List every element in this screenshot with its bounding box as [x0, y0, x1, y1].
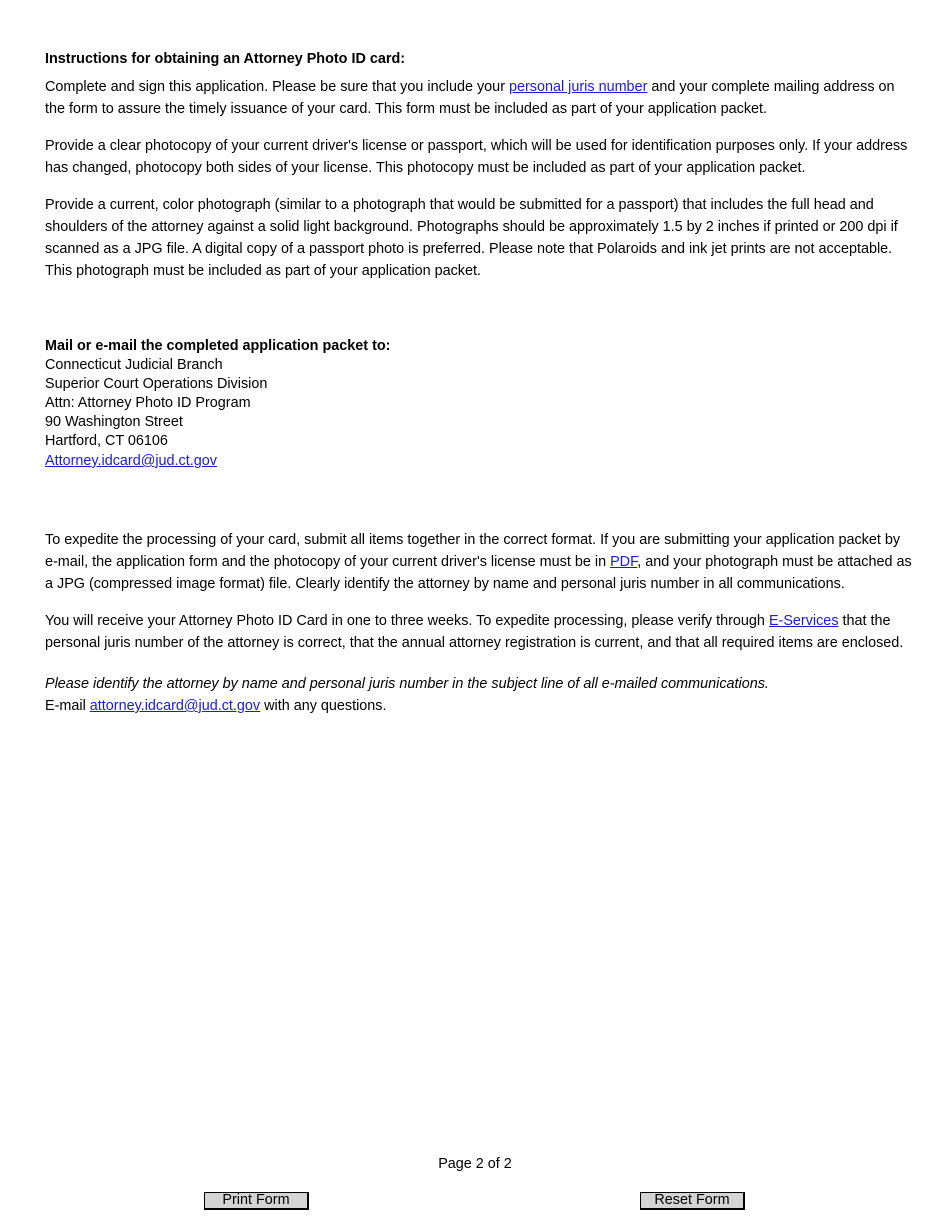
- address-line-4: 90 Washington Street: [45, 414, 183, 430]
- instructions-paragraph-3: Provide a current, color photograph (similar to a photograph that would be submitted for a passport) that includes the full head and shoulders of the attorney against a solid light background. Photographs should be approximately 1.5 by 2 inches if printed or 200 dpi if scanned as a JPG file. A digital copy of a passport photo is preferred. Please note that Polaroids and ink jet prints are not acceptable. This photograph must be included as part of your application packet.: [45, 197, 898, 279]
- questions-email-link[interactable]: attorney.idcard@jud.ct.gov: [89, 698, 261, 714]
- address-line-2: Superior Court Operations Division: [45, 376, 268, 392]
- address-line-3: Attn: Attorney Photo ID Program: [45, 395, 251, 411]
- questions-text-after: with any questions.: [260, 698, 387, 714]
- notice-italic-text: Please identify the attorney by name and personal juris number in the subject line of all e-mailed communications.: [45, 676, 769, 692]
- personal-juris-number-link[interactable]: personal juris number: [508, 79, 648, 95]
- print-form-button[interactable]: Print Form: [204, 1192, 309, 1210]
- questions-line: [45, 695, 913, 717]
- mail-email-link[interactable]: Attorney.idcard@jud.ct.gov: [45, 453, 217, 469]
- expedite-paragraph: [45, 529, 913, 595]
- e-services-link[interactable]: E-Services: [768, 613, 839, 629]
- address-line-5: Hartford, CT 06106: [45, 433, 168, 449]
- pdf-link[interactable]: PDF: [610, 554, 638, 570]
- expedite-text-before: To expedite the processing of your card, submit all items together in the correct format. If you are submitting your application packet by e-mail, the application form and the photocopy of your current driver's license must be in: [45, 532, 901, 570]
- page-number: Page 2 of 2: [438, 1156, 512, 1172]
- receive-text-after: that the personal juris number of the attorney is correct, that the annual attorney registration is current, and that all required items are enclosed.: [45, 613, 904, 651]
- instructions-paragraph-1: [45, 76, 913, 120]
- instructions-p1-text-after: and your complete mailing address on the form to assure the timely issuance of your card. This form must be included as part of your application packet.: [45, 79, 895, 117]
- address-line-1: Connecticut Judicial Branch: [45, 357, 223, 373]
- instructions-p1-text-before: Complete and sign this application. Please be sure that you include your: [45, 79, 509, 95]
- instructions-paragraph-2: Provide a clear photocopy of your current driver's license or passport, which will be used for identification purposes only. If your address has changed, photocopy both sides of your license. This photocopy must be included as part of your application packet.: [45, 138, 908, 176]
- reset-form-button[interactable]: Reset Form: [640, 1192, 745, 1210]
- instructions-heading: Instructions for obtaining an Attorney Photo ID card:: [45, 51, 406, 67]
- receive-paragraph: [45, 610, 913, 654]
- receive-text-before: You will receive your Attorney Photo ID Card in one to three weeks. To expedite processing, please verify through: [45, 613, 769, 629]
- mail-heading: Mail or e-mail the completed application packet to:: [45, 338, 391, 354]
- notice-block: [45, 673, 913, 717]
- expedite-text-after: , and your photograph must be attached as a JPG (compressed image format) file. Clearly identify the attorney by name and personal juris number in all communications.: [45, 554, 912, 592]
- address-email-line: [45, 451, 913, 472]
- mailing-address-block: [45, 337, 913, 472]
- questions-text-before: E-mail: [45, 698, 90, 714]
- document-page: [45, 48, 913, 717]
